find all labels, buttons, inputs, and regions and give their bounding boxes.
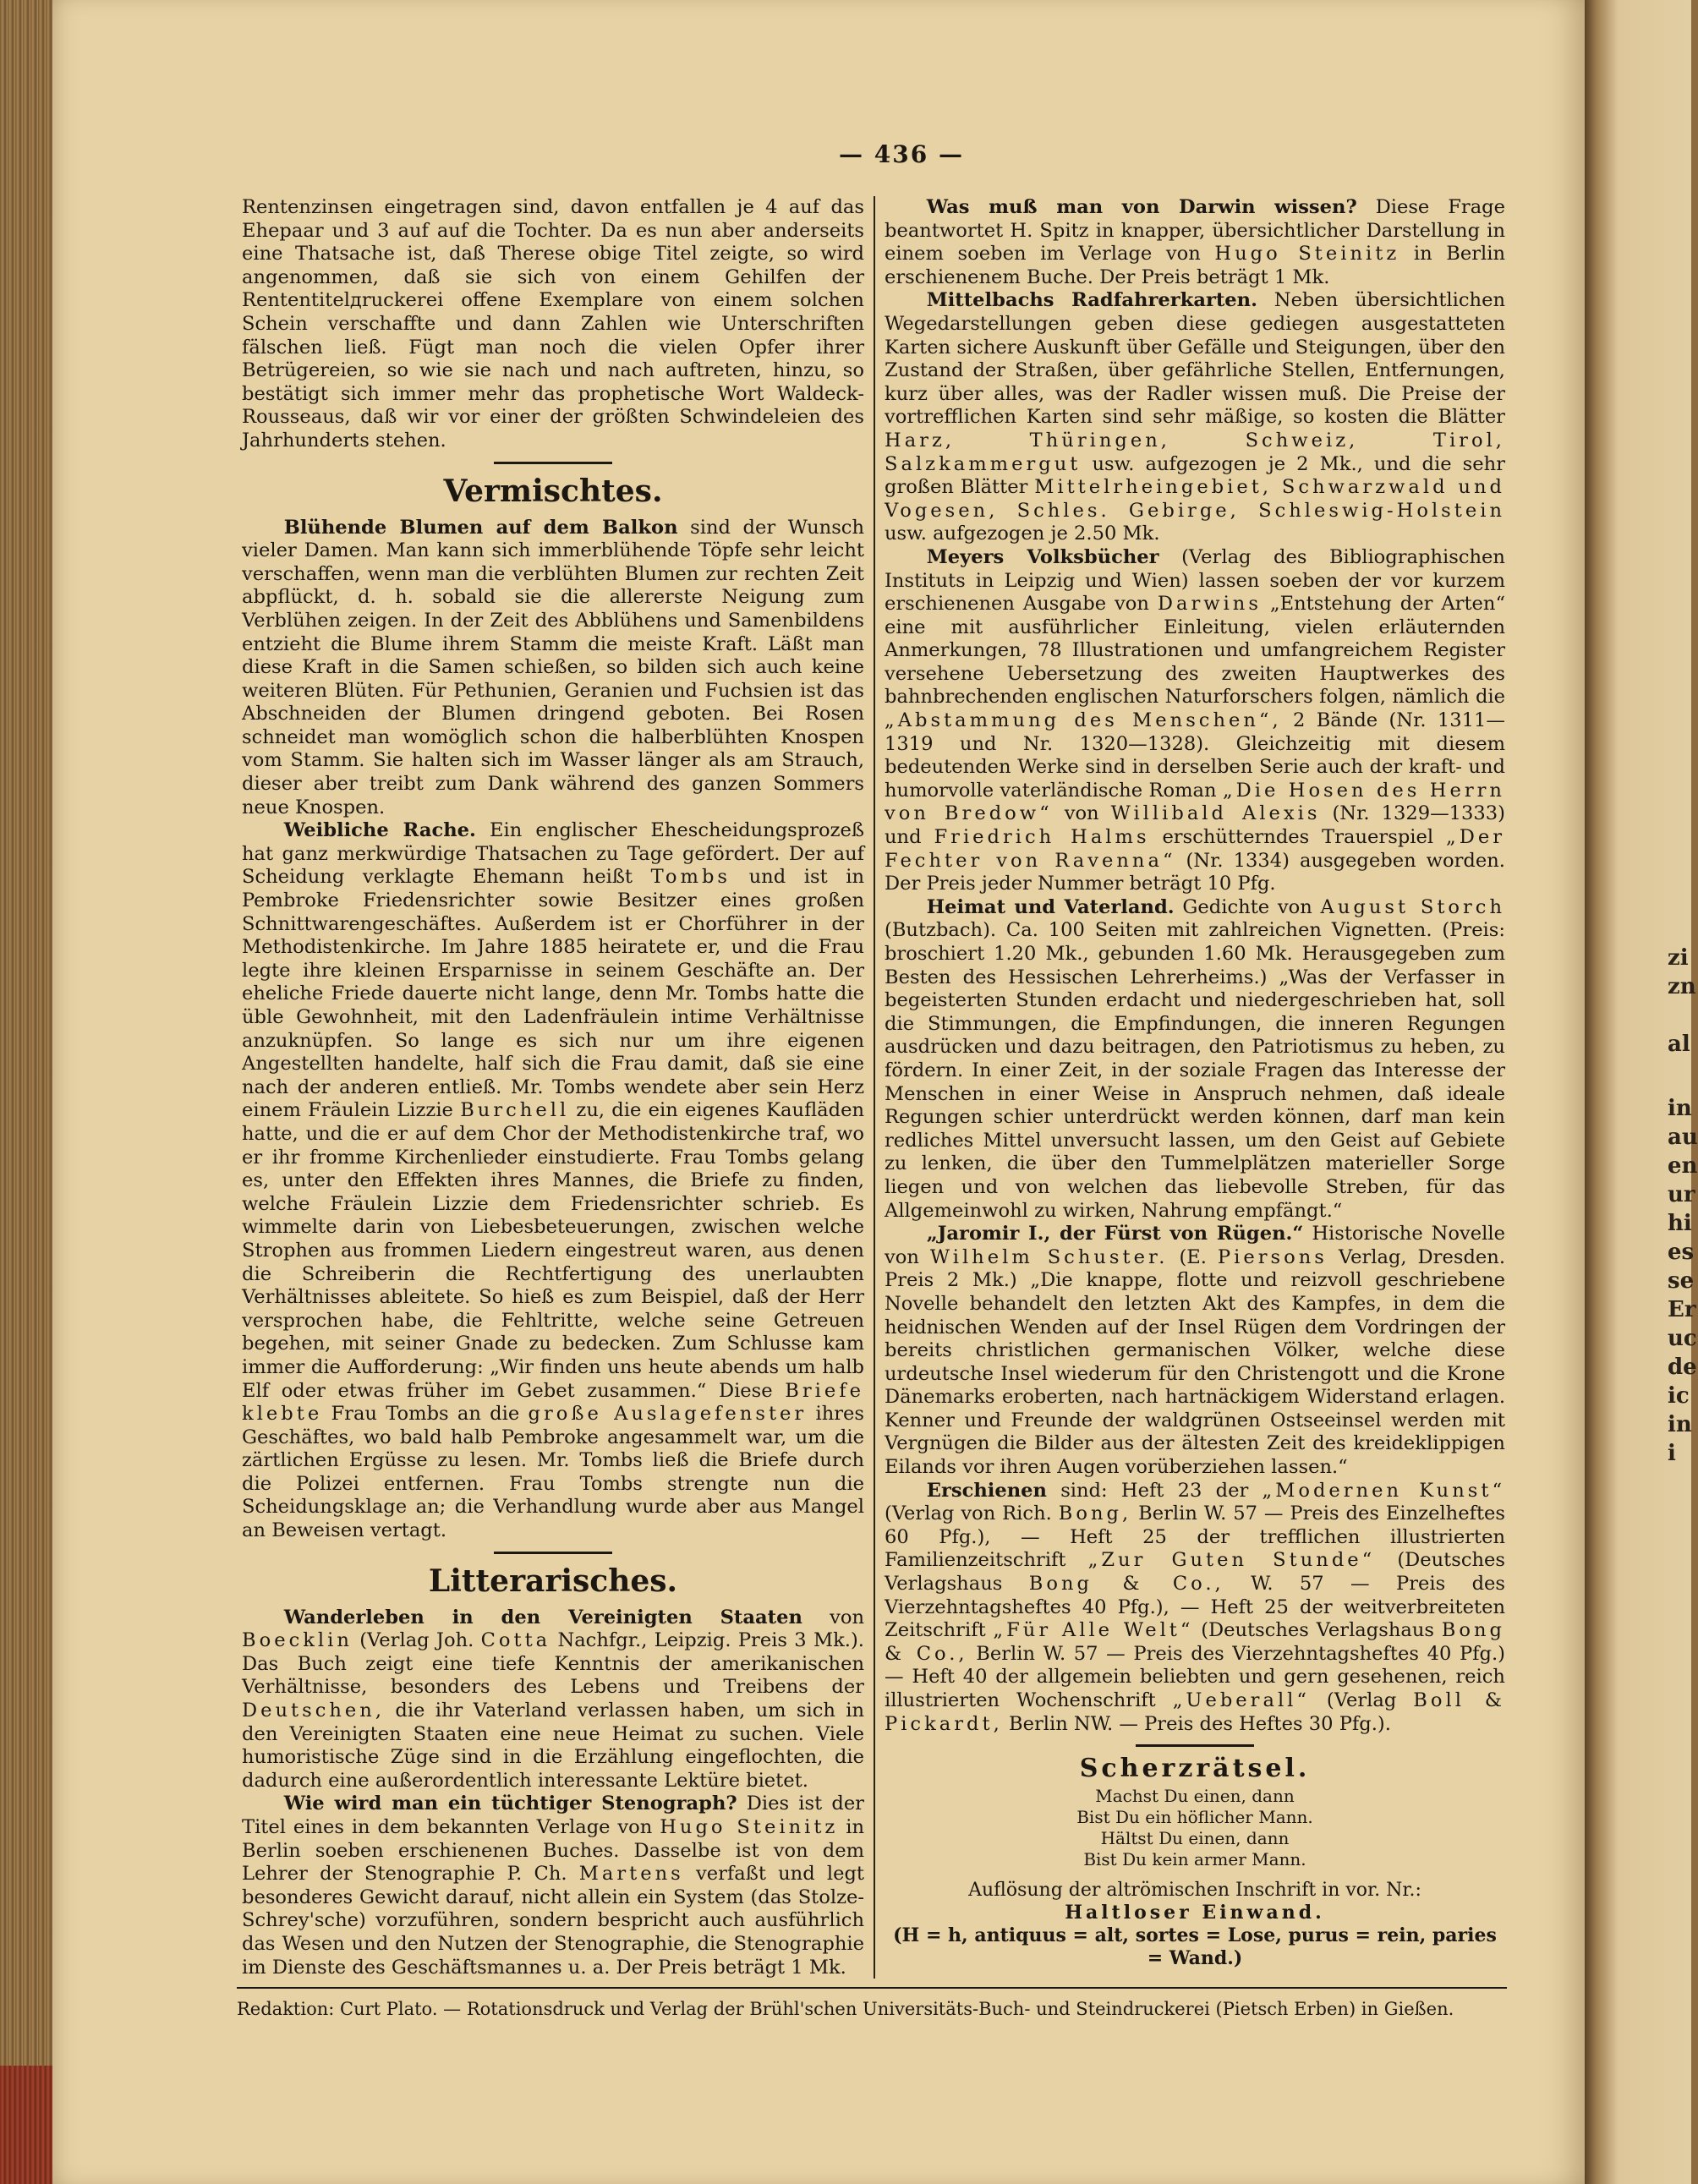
spaced-name: Hugo Steinitz [1214,243,1400,265]
spaced-name: Bong & Co., [885,1619,1505,1665]
article-wanderleben [242,1607,864,1793]
next-page-fragment: de [1668,1355,1697,1380]
article-erschienen [885,1480,1505,1737]
right-column [885,196,1505,1980]
next-page-fragment: i [1668,1441,1676,1466]
article-body: Ein englischer Ehescheidungsprozeß hat ganz merkwürdige Thatsachen zu Tage gefördert. Der auf Scheidung verklagte Ehemann heißt [242,819,864,889]
page-number: — 436 — [839,140,964,168]
article-title: Wie wird man ein tüchtiger Stenograph? [283,1793,737,1815]
spaced-name: Piersons [1217,1245,1328,1268]
article-title: Wanderleben in den Vereinigten Staaten [283,1606,802,1628]
puzzle-line: Bist Du kein armer Mann. [1083,1848,1306,1869]
next-page-fragment: ic [1668,1383,1690,1409]
article-radfahrerkarten [885,289,1505,546]
spaced-text: „Die Hosen des Herrn von Bredow“ [885,779,1505,825]
solution-text: (H = h, antiquus = alt, sortes = Lose, purus = rein, paries = Wand.) [893,1924,1497,1969]
next-page-fragment: au [1668,1125,1698,1150]
section-divider [1136,1744,1254,1747]
article-body: in Berlin erschienenem Buche. Der Preis beträgt 1 Mk. [885,243,1506,288]
spaced-name: Friedrich Halms [934,826,1150,849]
article-volksbuecher [885,546,1505,896]
article-body: (E. [1179,1245,1207,1268]
spaced-name: Boecklin [242,1629,353,1652]
puzzle-box [885,1754,1505,1970]
article-jaromir [885,1223,1505,1480]
article-body: Diese Frage beantwortet H. Spitz in knapper, übersichtlicher Darstellung in einem soeben im Verlage von [885,196,1505,265]
column-divider [874,196,875,1979]
article-body: (Nr. 1329—1333) und [885,802,1505,849]
article-body: erschütterndes Trauerspiel [1162,826,1434,849]
puzzle-line: Hältst Du einen, dann [1100,1827,1290,1848]
article-body: und ist in Pembroke Friedensrichter sowie Besitzer eines großen Schnittwarengeschäftes. Außerdem ist er Chorführer in der Methodistenkirche. Im Jahre 1885 heiratete er, und die Frau legte ihre kleinen Ersparnisse in seinem Geschäfte an. Der eheliche Friede dauerte nicht lange, denn Mr. Tombs hatte die üble Gewohnheit, mit den Ladenfräulein intime Verhältnisse anzuknüpfen. So lange es sich nur um ihre eigenen Angestellten handelte, half sich die Frau damit, daß sie eine nach der anderen entließ. Mr. Tombs wendete aber sein Herz einem Fräulein Lizzie [242,866,865,1122]
article-title: Blühende Blumen auf dem Balkon [283,516,678,539]
article-body: Neben übersichtlichen Wegedarstellungen geben diese gediegen ausgestatteten Karten sichere Auskunft über Gefälle und Steigungen, über den Zustand der Straßen, über gefährliche Stellen, Entfernungen, kurz über alles, was der Radler wissen muß. Die Preise der vortrefflichen Karten sind sehr mäßige, so kosten die Blätter [885,289,1505,429]
article-title: Heimat und Vaterland. [926,895,1175,918]
spaced-text: „Der Fechter von Ravenna“ [885,826,1505,872]
spaced-name: Darwins [1157,593,1262,616]
solution-title: Haltloser Einwand. [1065,1901,1325,1924]
article-title: Meyers Volksbücher [926,545,1159,568]
article-body: Frau Tombs an die [331,1403,520,1426]
article-body: in Berlin soeben erschienenen Buches. Dasselbe ist von dem Lehrer der Stenographie P. Ch. [242,1816,864,1886]
spaced-text: „Ueberall“ [1172,1689,1310,1711]
spaced-text: „Zur Guten Stunde“ [1087,1549,1376,1572]
next-page-fragment: in [1668,1412,1692,1437]
article-rache [242,819,864,1542]
puzzle-line: Bist Du ein höflicher Mann. [1076,1806,1313,1827]
spaced-name: Bong, [1058,1503,1132,1525]
article-body: sind der Wunsch vieler Damen. Man kann sich immerblühende Töpfe sehr leicht verschaffen, wenn man die verblühten Blumen zur rechten Zeit abpflückt, d. h. sobald sie die allererste Neigung zum Verblühen zeigen. In der Zeit des Abblühens und Samenbildens entzieht die Blume ihrem Stamm die meiste Kraft. Läßt man diese Kraft in die Samen schießen, so bilden sich auch keine weiteren Blüten. Für Pethunien, Geranien und Fuchsien ist das Abschneiden der Blumen dringend geboten. Bei Rosen schneidet man womöglich schon die halberblühten Knospen vom Stamm. Sie halten sich im Wasser länger als am Strauch, dieser aber treibt zum Dank während des ganzen Sommers neue Knospen. [242,516,865,818]
article-body: (Verlag [1326,1689,1397,1711]
spaced-name: Tombs [650,866,731,889]
spaced-name: Wilhelm Schuster. [929,1245,1169,1268]
spaced-name: Hugo Steinitz [660,1816,839,1838]
article-body: zu, die ein eigenes Kaufläden hatte, und die er auf dem Chor der Methodistenkirche traf, wo er ihr fromme Kirchenlieder einstudierte. Frau Tombs gelang es, unter den Effekten ihres Mannes, die Briefe zu finden, welche Fräulein Lizzie dem Friedensrichter schrieb. Es wimmelte darin von Liebesbeteuerungen, zwischen welche Strophen aus frommen Liedern eingestreut waren, aus denen die Schreiberin die Rechtfertigung des unerlaubten Verhältnisses ableitete. So hieß es zum Beispiel, daß der Herr versprochen habe, die Fehltritte, welche seine Getreuen begehen, mit seiner Gnade zu bedecken. Zum Schlusse kam immer die Aufforderung: „Wir finden uns heute abends um halb Elf oder etwas früher im Gebet zusammen.“ Diese [242,1099,864,1402]
spaced-text: Deutschen, [242,1700,386,1722]
article-body: Berlin NW. — Preis des Heftes 30 Pfg.). [1008,1712,1391,1735]
spaced-name: Burchell [460,1099,570,1122]
article-stenograph [242,1793,864,1979]
section-divider [494,462,612,464]
article-body: (Butzbach). Ca. 100 Seiten mit zahlreichen Vignetten. (Preis: broschiert 1.20 Mk., gebunden 1.60 Mk. Herausgegeben zum Besten des Hessischen Lehrerheims.) „Was der Verfasser in begeisterten Stunden erdacht und niedergeschrieben hat, soll die Stimmungen, die Empfindungen, die inneren Regungen ausdrücken und dazu beitragen, den Patriotismus zu heben, zu fördern. In einer Zeit, in der soziale Fragen das Interesse der Menschen in einer Weise in Anspruch nehmen, daß ideale Regungen schier unterdrückt werden können, darf man kein redliches Mittel unversucht lassen, um den Geist auf Gebiete zu lenken, die über den Tummelplätzen materieller Sorge liegen und von welchen das liebevolle Streben, für das Allgemeinwohl zu wirken, Nahrung empfängt.“ [885,919,1505,1222]
article-body: (Verlag von Rich. [885,1503,1052,1525]
article-body: die ihr Vaterland verlassen haben, um sich in den Vereinigten Staaten eine neue Heimat zu suchen. Viele humoristische Züge sind in die Erzählung eingeflochten, die dadurch eine außerordentlich interessante Lektüre bietet. [242,1700,864,1792]
spaced-text: „Modernen Kunst“ [1262,1479,1505,1502]
spaced-text: Briefe klebte [242,1379,864,1426]
article-body: Dies ist der Titel eines in dem bekannten Verlage von [242,1793,864,1838]
article-body: (Verlag des Bibliographischen Instituts in Leipzig und Wien) lassen soeben der vor kurzem erschienenen Ausgabe von [885,545,1505,616]
imprint: Redaktion: Curt Plato. — Rotationsdruck und Verlag der Brühl'schen Universitäts-Buch- und Steindruckerei (Pietsch Erben) in Gießen. [237,1999,1454,2019]
footer-divider [237,1987,1507,1989]
puzzle-line: Machst Du einen, dann [1095,1785,1295,1806]
article-heimat [885,896,1505,1223]
article-body: (Deutsches Verlagshaus [885,1549,1506,1596]
article-title: Erschienen [926,1479,1047,1502]
next-page-fragment: ur [1668,1182,1695,1207]
article-title: Weibliche Rache. [283,819,476,842]
section-heading-litterarisches: Litterarisches. [428,1563,678,1599]
article-body: usw. aufgezogen je 2.50 Mk. [885,523,1160,545]
article-body: von [830,1606,864,1628]
next-page-fragment: in [1668,1096,1692,1121]
article-body: Verlag, Dresden. Preis 2 Mk.) „Die knappe, flotte und reizvoll geschriebene Novelle behandelt den letzten Akt des Kampfes, in dem die heidnischen Wenden auf der Insel Rügen dem Vordringen der bereits christlichen germanischen Völker, welche diese urdeutsche Insel wiederum für den Christengott und die Krone Dänemarks eroberten, nach hartnäckigem Widerstand erlagen. Kenner und Freunde der waldgrünen Ostseeinsel werden mit Vergnügen die Bilder aus der ältesten Zeit des kreideklippigen Eilands vor ihren Augen vorüberziehen lassen.“ [885,1245,1506,1479]
next-page-fragment: en [1668,1153,1698,1179]
article-body: 2 Bände (Nr. 1311—1319 und Nr. 1320—1328). Gleichzeitig mit diesem bedeutenden Werke sind in derselben Serie auch der kraft- und humorvolle vaterländische Roman [885,709,1506,802]
article-body: (Verlag Joh. [359,1629,474,1652]
article-body: von [1064,802,1099,825]
article-body: W. 57 — Preis des Vierzehntagsheftes 40 Pfg.), — Heft 25 der weitverbreiteten Zeitschrift [885,1573,1506,1642]
section-divider [494,1552,612,1554]
article-body: (Nr. 1334) ausgegeben worden. Der Preis jeder Nummer beträgt 10 Pfg. [885,849,1505,895]
solution-intro: Auflösung der altrömischen Inschrift in vor. Nr.: [968,1879,1421,1901]
article-body: Gedichte von [1182,895,1312,918]
article-body: sind: Heft 23 der [1060,1479,1249,1502]
spaced-name: Cotta [480,1629,551,1652]
article-body: Nachfgr., Leipzig. Preis 3 Mk.). Das Buch zeigt eine tiefe Kenntnis der amerikanischen Verhältnisse, besonders des Lebens und Treibens der [242,1629,864,1699]
article-title: Was muß man von Darwin wissen? [926,196,1357,218]
left-column [242,196,864,1980]
article-body: Berlin W. 57 — Preis des Vierzehntagsheftes 40 Pfg.) — Heft 40 der allgemein beliebten und gern gesehenen, reich illustrierten Wochenschrift [885,1642,1505,1711]
article-body: (Deutsches Verlagshaus [1201,1619,1434,1642]
section-heading-vermischtes: Vermischtes. [443,473,663,509]
continued-article-text: Rentenzinsen eingetragen sind, davon entfallen je 4 auf das Ehepaar und 3 auf auf die Tochter. Da es nun aber anderseits eine Thatsache ist, daß Therese obige Titel zeigte, so wird angenommen, daß sie sich von einem Gehilfen der Rententitelдruckerei offene Exemplare von einem solchen Schein verschaffte und dann Zahlen wie Unterschriften fälschen ließ. Fügt man noch die vielen Opfer ihrer Betrügereien, so wie sie nach und nach auftreten, hinzu, so bestätigt sich immer mehr das prophetische Wort Waldeck-Rousseaus, daß wir vor einer der größten Schwindeleien des Jahrhunderts stehen. [242,196,864,452]
puzzle-heading: Scherzrätsel. [1079,1754,1311,1784]
article-body: verfaßt und legt besonderes Gewicht darauf, nicht allein ein System (das Stolze-Schrey'sche) vorzuführen, sondern bespricht auch ausführlich das Wesen und den Nutzen der Stenographie, die Stenographie im Dienste des Geschäftsmannes u. a. Der Preis beträgt 1 Mk. [242,1863,865,1979]
next-page-fragment: se [1668,1268,1695,1294]
spaced-text: Mittelrheingebiet, Schwarzwald und Vogesen, Schles. Gebirge, Schleswig-Holstein [885,476,1505,522]
spaced-text: „Abstammung des Menschen“, [885,709,1282,732]
next-page-fragment: uc [1668,1326,1697,1351]
spaced-name: Boll & Pickardt, [885,1689,1506,1735]
article-title: Mittelbachs Radfahrerkarten. [926,289,1257,312]
article-darwin [885,196,1505,289]
spaced-text: Harz, Thüringen, Schweiz, Tirol, Salzkammergut [885,429,1505,475]
article-body: Historische Novelle von [885,1223,1505,1268]
article-balkon [242,517,864,820]
next-page-fragment: hi [1668,1211,1692,1236]
next-page-edge [1585,0,1698,2184]
book-edge-left [0,0,52,2184]
spaced-name: August Storch [1320,895,1506,918]
article-body: usw. aufgezogen je 2 Mk., und die sehr großen Blätter [885,452,1505,499]
next-page-fragment: al [1668,1032,1690,1057]
spaced-text: „Für Alle Welt“ [993,1619,1194,1642]
spaced-name: Willibald Alexis [1110,802,1321,825]
article-body: ihres Geschäftes, wo bald halb Pembroke angesammelt war, um die zärtlichen Ergüsse zu lesen. Mr. Tombs ließ die Briefe durch die Polizei entfernen. Frau Tombs strengte nun die Scheidungsklage an; die Verhandlung wurde aber aus Mangel an Beweisen vertagt. [242,1403,865,1542]
spaced-name: Bong & Co., [1028,1573,1224,1596]
next-page-fragment: zn [1668,974,1696,999]
spaced-name: Martens [578,1863,684,1886]
spaced-text: große Auslagefenster [528,1403,808,1426]
article-title: „Jaromir I., der Fürst von Rügen.“ [926,1223,1304,1245]
next-page-fragment: zi [1668,945,1689,971]
article-body: Berlin W. 57 — Preis des Einzelheftes 60 Pfg.), — Heft 25 der trefflichen illustrierten Familienzeitschrift [885,1503,1506,1572]
book-edge-red [0,2066,52,2184]
next-page-fragment: es [1668,1240,1695,1265]
next-page-fragment: Er [1668,1297,1696,1322]
article-body: „Entstehung der Arten“ eine mit ausführlicher Einleitung, vielen erläuternden Anmerkungen, 78 Illustrationen und umfangreichem Register versehene Uebersetzung des zweiten Hauptwerkes des bahnbrechenden englischen Naturforschers folgen, nämlich die [885,593,1506,709]
